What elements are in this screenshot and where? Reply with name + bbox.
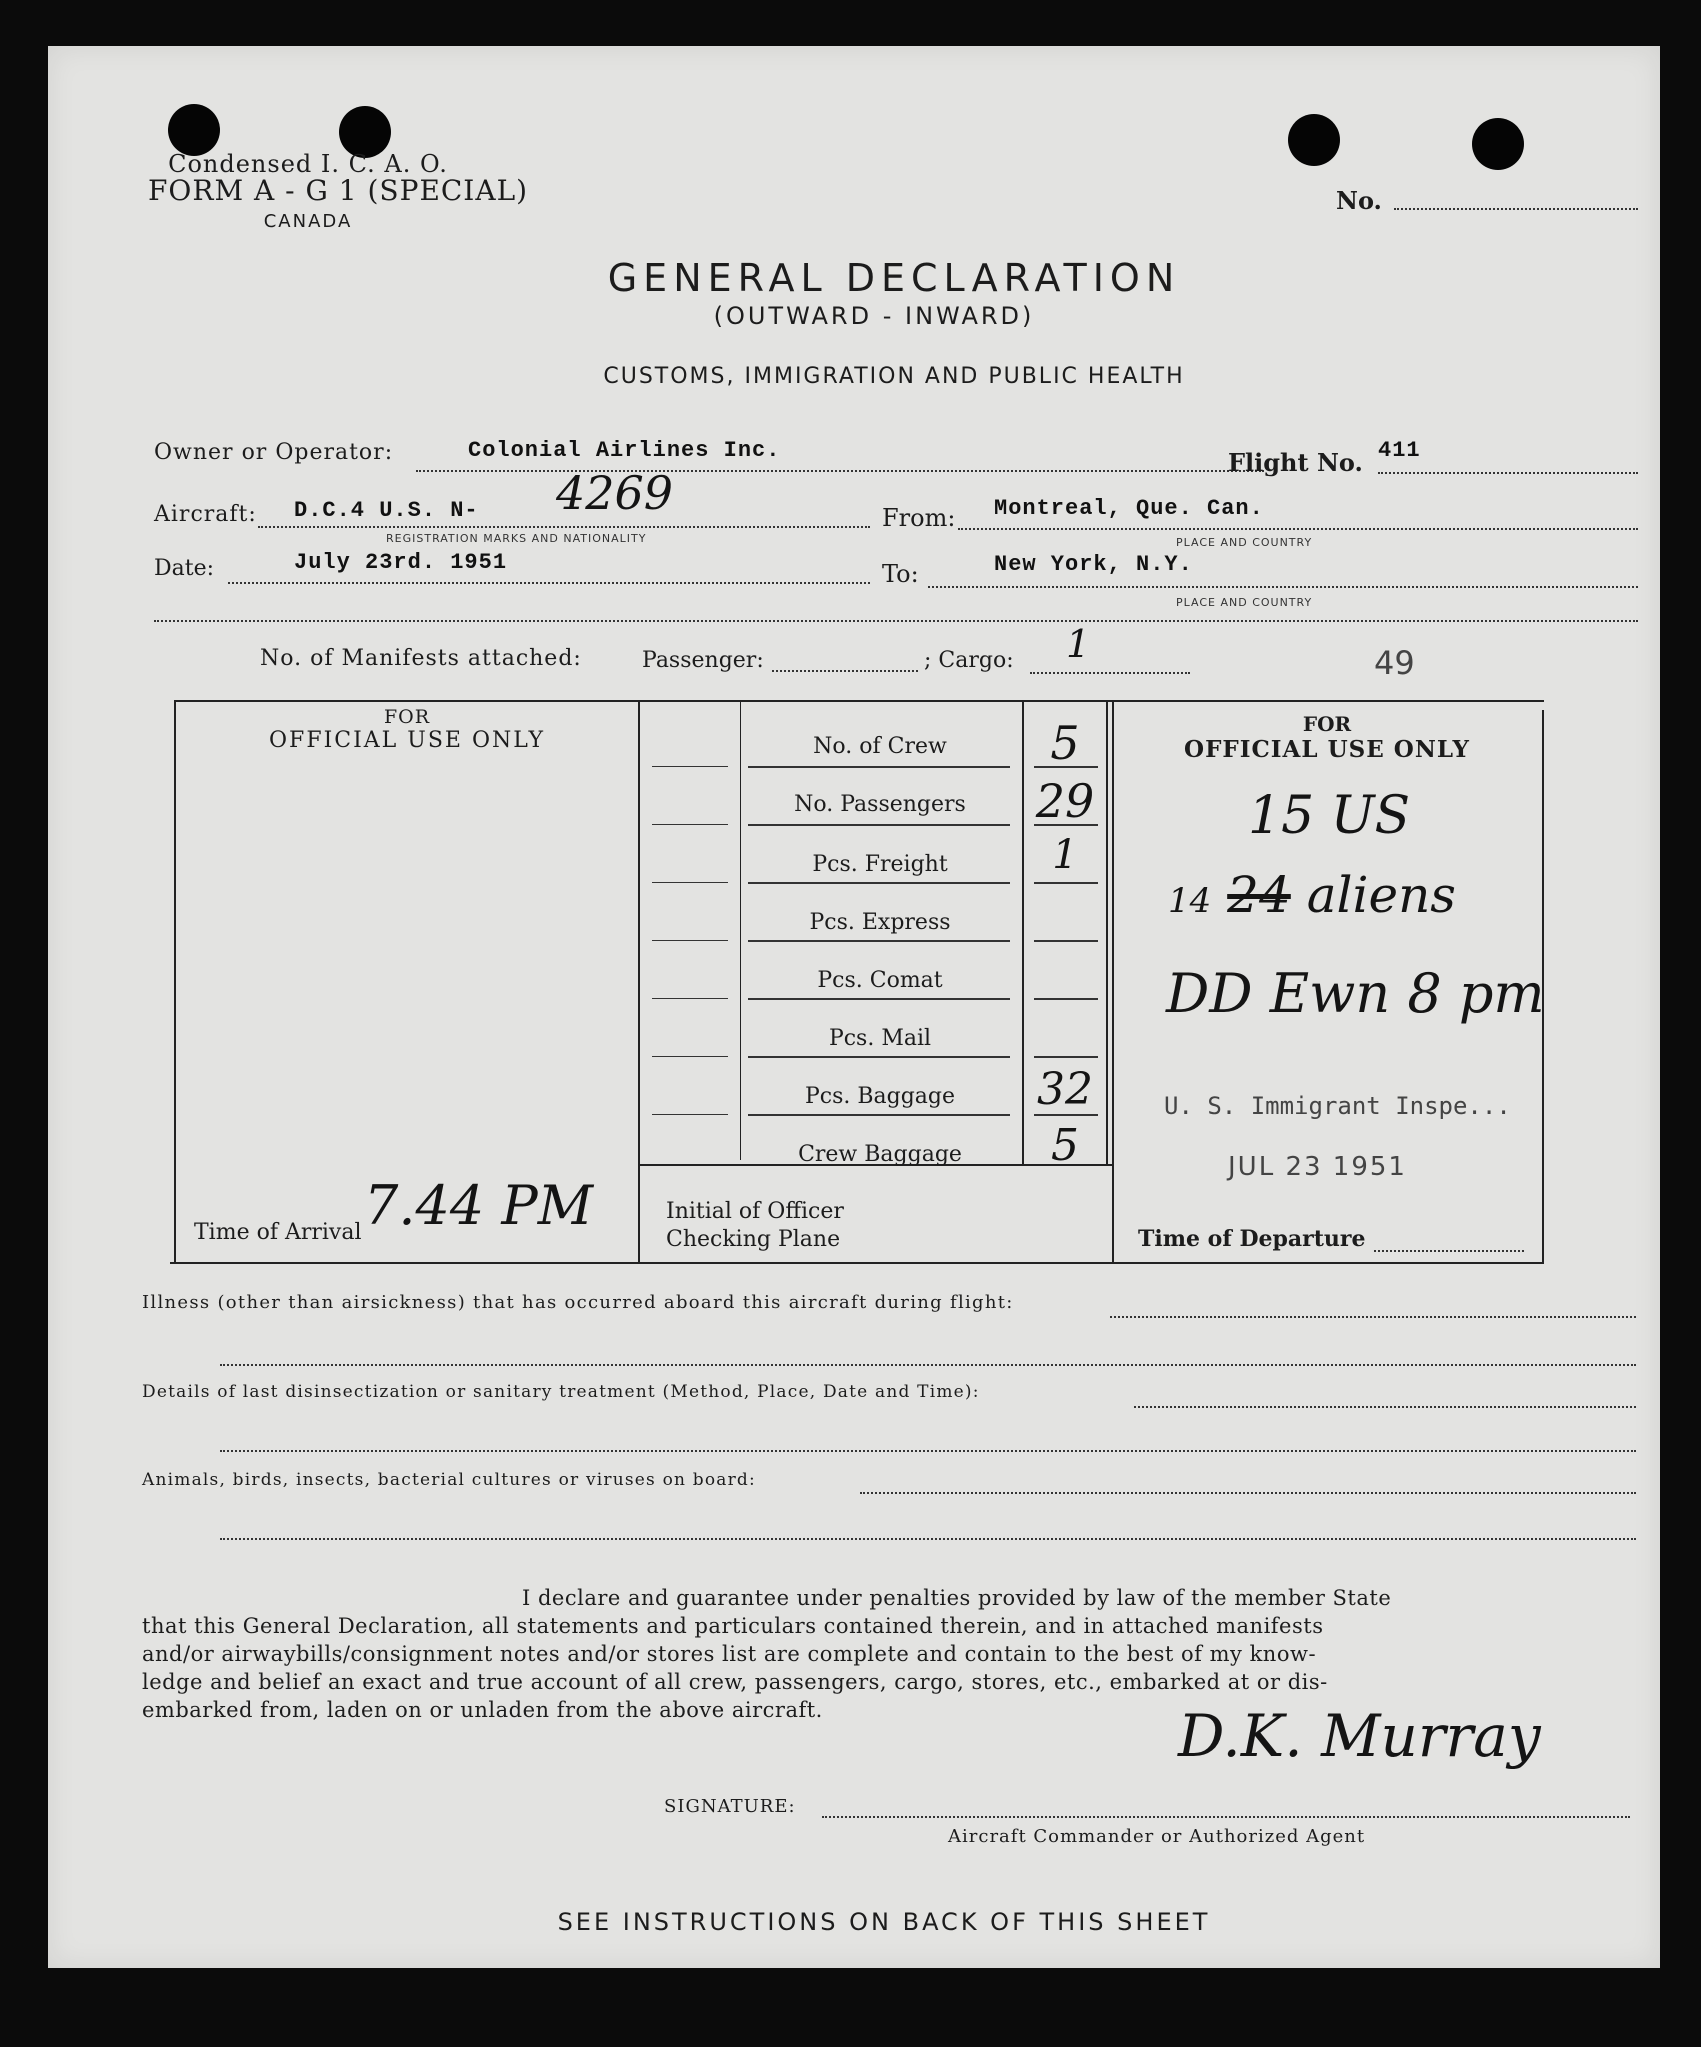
- to-label: To:: [882, 560, 919, 588]
- punch-hole: [168, 104, 220, 156]
- signature-label: SIGNATURE:: [664, 1796, 796, 1817]
- form-header-line3: CANADA: [263, 211, 353, 232]
- count-label-crew-baggage: Crew Baggage: [798, 1142, 962, 1167]
- signature-handwritten: D.K. Murray: [1178, 1702, 1541, 1770]
- declaration-line-3: and/or airwaybills/consignment notes and/or stores list are complete and contain to the best of my know-: [142, 1642, 1317, 1666]
- time-of-departure-line: [1374, 1250, 1524, 1252]
- disinsection-line-2: [220, 1450, 1636, 1452]
- animals-line-1: [860, 1492, 1636, 1494]
- time-of-arrival-value: 7.44 PM: [364, 1174, 594, 1237]
- cargo-value: 1: [1066, 622, 1091, 666]
- punch-hole: [1288, 114, 1340, 166]
- count-value-crew-baggage: 5: [1051, 1120, 1079, 1171]
- animals-label: Animals, birds, insects, bacterial cultures or viruses on board:: [142, 1470, 756, 1490]
- from-label: From:: [882, 504, 956, 532]
- official-note-us-citizens: 15 US: [1248, 786, 1411, 846]
- declaration-form-sheet: [48, 46, 1660, 1968]
- declaration-line-5: embarked from, laden on or unladen from the above aircraft.: [142, 1698, 823, 1722]
- disinsection-label: Details of last disinsectization or sanitary treatment (Method, Place, Date and Time):: [142, 1382, 980, 1402]
- department-title: CUSTOMS, IMMIGRATION AND PUBLIC HEALTH: [603, 364, 1185, 389]
- initial-of-officer-label: [666, 1198, 844, 1254]
- right-official-use-heading: [1112, 712, 1542, 763]
- from-line: [958, 528, 1638, 530]
- declaration-line-1: I declare and guarantee under penalties provided by law of the member State: [522, 1586, 1392, 1610]
- owner-line: [416, 470, 1264, 472]
- count-value-freight: 1: [1052, 832, 1078, 878]
- animals-line-2: [220, 1538, 1636, 1540]
- signature-caption: Aircraft Commander or Authorized Agent: [948, 1826, 1366, 1847]
- aliens-count: 14: [1168, 881, 1212, 921]
- form-number-line: [1394, 208, 1638, 210]
- from-value: Montreal, Que. Can.: [994, 496, 1264, 521]
- passenger-line: [772, 670, 918, 672]
- initial-line2: Checking Plane: [666, 1227, 841, 1252]
- immigration-stamp-title: U. S. Immigrant Inspe...: [1164, 1092, 1511, 1120]
- disinsection-line-1: [1134, 1406, 1636, 1408]
- footer-instructions: SEE INSTRUCTIONS ON BACK OF THIS SHEET: [557, 1908, 1211, 1936]
- owner-label: Owner or Operator:: [154, 440, 394, 465]
- declaration-line-2: that this General Declaration, all statements and particulars contained therein, and in attached manifests: [142, 1614, 1324, 1638]
- left-official-for: FOR: [383, 706, 431, 728]
- official-note-time: DD Ewn 8 pm: [1166, 962, 1545, 1025]
- date-label: Date:: [154, 556, 215, 581]
- aircraft-line: [258, 526, 870, 528]
- left-official-use-only: OFFICIAL USE ONLY: [269, 728, 545, 753]
- flight-number-value: 411: [1378, 438, 1421, 463]
- to-caption: PLACE AND COUNTRY: [1176, 596, 1313, 609]
- date-line: [228, 582, 870, 584]
- initial-line1: Initial of Officer: [666, 1199, 844, 1224]
- form-header-line2: FORM A - G 1 (SPECIAL): [148, 174, 529, 207]
- flight-number-label: Flight No.: [1228, 448, 1363, 477]
- punch-hole: [1472, 118, 1524, 170]
- aliens-struck-count: 24: [1227, 866, 1291, 924]
- time-of-departure-label: Time of Departure: [1138, 1226, 1366, 1252]
- flight-number-line: [1378, 472, 1638, 474]
- to-value: New York, N.Y.: [994, 552, 1193, 577]
- illness-line-1: [1110, 1316, 1636, 1318]
- aircraft-handwritten: 4269: [556, 466, 674, 520]
- count-label-express: Pcs. Express: [809, 910, 951, 935]
- signature-line: [822, 1816, 1630, 1818]
- count-label-passengers: No. Passengers: [794, 792, 966, 817]
- to-line: [928, 586, 1638, 588]
- manifests-label: No. of Manifests attached:: [260, 646, 582, 671]
- count-value-passengers: 29: [1035, 774, 1095, 828]
- illness-line-2: [220, 1364, 1636, 1366]
- form-number-label: No.: [1336, 186, 1382, 215]
- immigration-stamp-date: JUL 23 1951: [1228, 1152, 1407, 1182]
- count-value-crew: 5: [1050, 716, 1080, 770]
- cargo-label: ; Cargo:: [924, 648, 1014, 673]
- declaration-line-4: ledge and belief an exact and true account of all crew, passengers, cargo, stores, etc., embarked at or dis-: [142, 1670, 1328, 1694]
- count-label-mail: Pcs. Mail: [828, 1026, 932, 1051]
- aircraft-value: D.C.4 U.S. N-: [294, 498, 479, 523]
- illness-label: Illness (other than airsickness) that has occurred aboard this aircraft during flight:: [142, 1292, 1014, 1313]
- count-label-comat: Pcs. Comat: [817, 968, 943, 993]
- cargo-line: [1030, 672, 1190, 674]
- form-header: [148, 150, 529, 232]
- form-header-line1: Condensed I. C. A. O.: [168, 150, 448, 178]
- passenger-label: Passenger:: [642, 648, 764, 673]
- separator-line: [154, 620, 1638, 622]
- count-label-crew: No. of Crew: [813, 734, 947, 759]
- page-number: 49: [1374, 644, 1415, 682]
- left-official-use-heading: [176, 706, 638, 753]
- time-of-arrival-label: Time of Arrival: [194, 1220, 362, 1245]
- count-label-baggage: Pcs. Baggage: [804, 1084, 956, 1109]
- right-official-use-only: OFFICIAL USE ONLY: [1184, 736, 1470, 763]
- right-official-for: FOR: [1302, 712, 1352, 736]
- from-caption: PLACE AND COUNTRY: [1176, 536, 1313, 549]
- page-subtitle: (OUTWARD - INWARD): [713, 302, 1035, 330]
- aircraft-caption: REGISTRATION MARKS AND NATIONALITY: [386, 532, 647, 545]
- page-title: GENERAL DECLARATION: [607, 256, 1181, 300]
- date-value: July 23rd. 1951: [294, 550, 508, 575]
- official-note-aliens: [1168, 866, 1456, 924]
- owner-value: Colonial Airlines Inc.: [468, 438, 781, 463]
- aircraft-label: Aircraft:: [154, 502, 257, 527]
- count-label-freight: Pcs. Freight: [812, 852, 948, 877]
- count-value-baggage: 32: [1037, 1064, 1093, 1115]
- aliens-word: aliens: [1306, 866, 1456, 924]
